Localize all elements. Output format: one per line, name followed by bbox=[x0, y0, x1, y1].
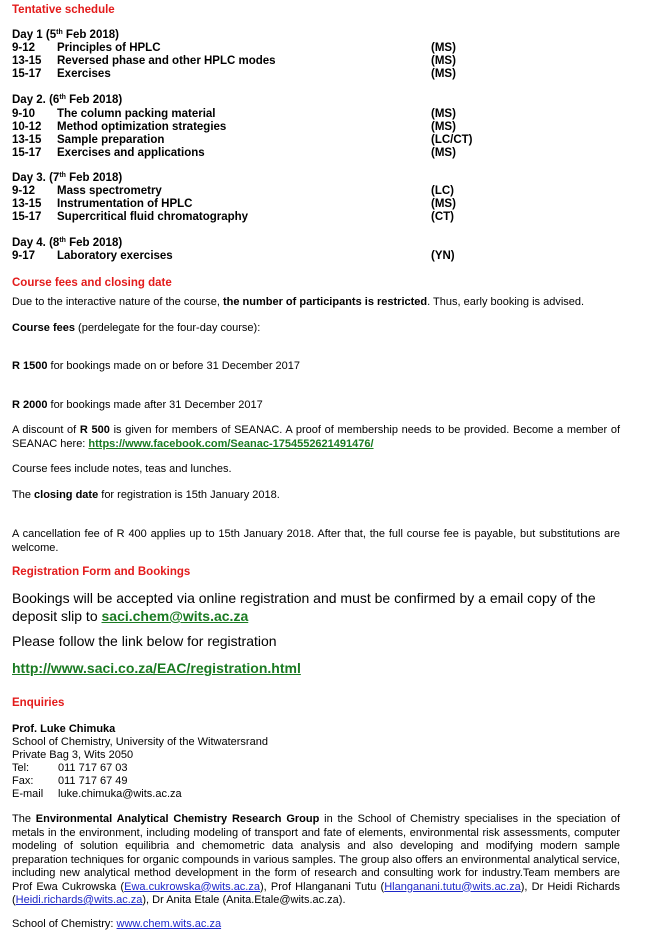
discount-text: A discount of R 500 is given for members of SEANAC. A proof of membership needs to be provided. Become a member of SEANAC here: https://www.facebook.com/Seanac-1754552621491476/ bbox=[12, 424, 621, 450]
schedule-heading: Tentative schedule bbox=[12, 4, 115, 16]
registration-text: Bookings will be accepted via online registration and must be confirmed by a email copy of the deposit slip to saci.chem@wits.ac.za bbox=[12, 590, 596, 624]
fees-includes: Course fees include notes, teas and lunches. bbox=[12, 463, 232, 475]
contact-address-1: School of Chemistry, University of the Witwatersrand bbox=[12, 736, 268, 748]
day-1-title: Day 1 (5th Feb 2018) bbox=[12, 29, 119, 41]
enquiries-heading: Enquiries bbox=[12, 697, 65, 709]
contact-email: E-mail luke.chimuka@wits.ac.za bbox=[12, 788, 182, 800]
registration-follow: Please follow the link below for registration bbox=[12, 633, 277, 649]
closing-date: The closing date for registration is 15th January 2018. bbox=[12, 489, 280, 501]
cancellation-text: A cancellation fee of R 400 applies up to 15th January 2018. After that, the full course fee is payable, but substitutions are welcome. bbox=[12, 528, 620, 554]
school-line: School of Chemistry: www.chem.wits.ac.za bbox=[12, 918, 222, 930]
contact-block bbox=[12, 723, 268, 801]
group-description: The Environmental Analytical Chemistry Research Group in the School of Chemistry specialises in the speciation of metals in the environment, including modeling of transport and fate of elements, environmental risk assessments, computer modeling of solution equilibria and chemometric data analysis and also developing and modifying modern sample preparation techniques for organic compounds in various samples. The group also offers an environmental analytical service, including new analytical method development in the form of research and consulting work for industry.Team members are Prof Ewa Cukrowska (Ewa.cukrowska@wits.ac.za), Prof Hlanganani Tutu (Hlanganani.tutu@wits.ac.za), Dr Heidi Richards (Heidi.richards@wits.ac.za), Dr Anita Etale (Anita.Etale@wits.ac.za). bbox=[12, 813, 621, 906]
day-4-title: Day 4. (8th Feb 2018) bbox=[12, 237, 123, 249]
email-link-cukrowska[interactable]: Ewa.cukrowska@wits.ac.za bbox=[124, 880, 260, 893]
contact-tel: Tel: 011 717 67 03 bbox=[12, 762, 128, 774]
contact-fax: Fax: 011 717 67 49 bbox=[12, 775, 128, 787]
seanac-link[interactable]: https://www.facebook.com/Seanac-1754552621491476/ bbox=[88, 437, 374, 450]
fees-heading: Course fees and closing date bbox=[12, 277, 172, 289]
registration-link[interactable]: http://www.saci.co.za/EAC/registration.html bbox=[12, 660, 301, 676]
fee-early: R 1500 for bookings made on or before 31 December 2017 bbox=[12, 360, 301, 372]
email-link-richards[interactable]: Heidi.richards@wits.ac.za bbox=[15, 894, 143, 906]
fees-intro: Due to the interactive nature of the course, the number of participants is restricted. Thus, early booking is advised. bbox=[12, 296, 585, 308]
registration-heading: Registration Form and Bookings bbox=[12, 566, 191, 578]
day-2-title: Day 2. (6th Feb 2018) bbox=[12, 94, 123, 106]
contact-address-2: Private Bag 3, Wits 2050 bbox=[12, 749, 134, 761]
fee-late: R 2000 for bookings made after 31 December 2017 bbox=[12, 399, 263, 411]
school-website-link[interactable]: www.chem.wits.ac.za bbox=[116, 918, 222, 930]
email-link-tutu[interactable]: Hlanganani.tutu@wits.ac.za bbox=[384, 880, 521, 893]
contact-name: Prof. Luke Chimuka bbox=[12, 723, 116, 735]
registration-link-line bbox=[12, 659, 622, 677]
fees-label: Course fees (perdelegate for the four-day course): bbox=[12, 322, 261, 334]
registration-email-link[interactable]: saci.chem@wits.ac.za bbox=[101, 608, 249, 624]
day-3-title: Day 3. (7th Feb 2018) bbox=[12, 172, 123, 184]
